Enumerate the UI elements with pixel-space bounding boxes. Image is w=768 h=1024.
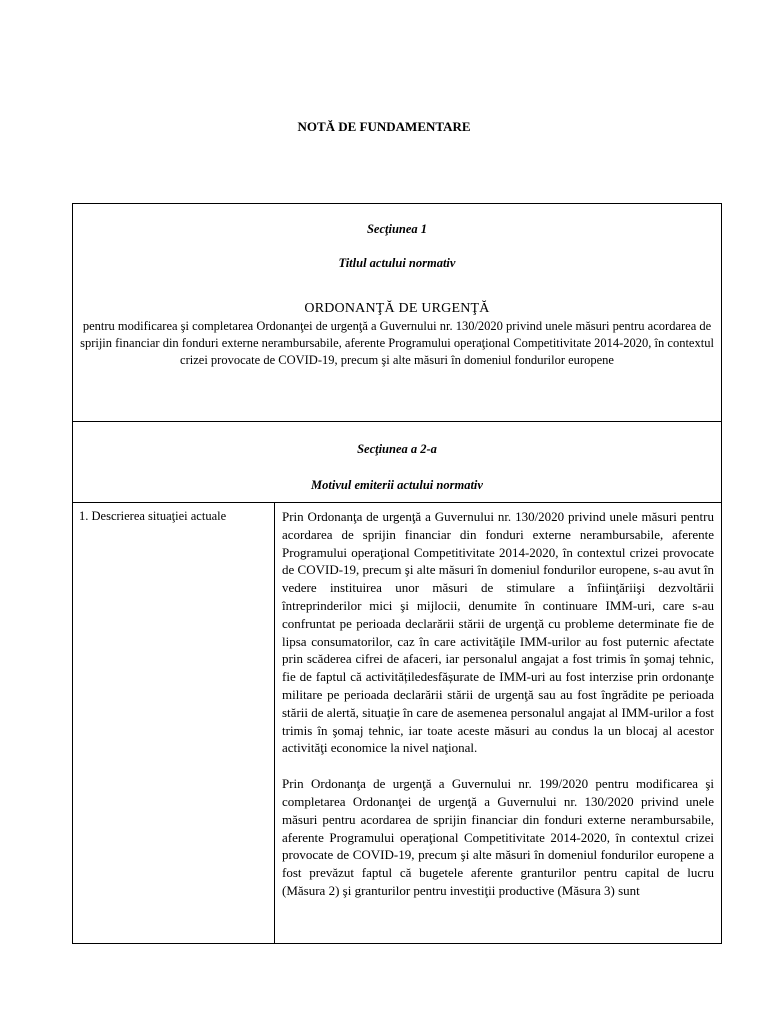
document-title: NOTĂ DE FUNDAMENTARE bbox=[297, 119, 471, 134]
paragraph: Prin Ordonanţa de urgenţă a Guvernului nr. 199/2020 pentru modificarea şi completarea Ordonanţei de urgenţă a Guvernului nr. 130/2020 privind unele măsuri pentru acordarea de sprijin financiar din fonduri externe nerambursabile, aferente Programului operaţional Competitivitate 2014-2020, în contextul crizei provocate de COVID-19, precum şi alte măsuri în domeniul fondurilor europene a fost prevăzut faptul că bugetele aferente granturilor pentru capital de lucru (Măsura 2) şi granturilor pentru investiţii productive (Măsura 3) sunt bbox=[282, 776, 714, 898]
row-content bbox=[275, 503, 721, 943]
table-row bbox=[73, 503, 721, 943]
section-1-subheading: Titlul actului normativ bbox=[338, 256, 456, 270]
section-1 bbox=[73, 204, 721, 422]
fundamentation-table bbox=[72, 203, 722, 944]
section-1-heading: Secţiunea 1 bbox=[366, 222, 428, 236]
paragraph: Prin Ordonanţa de urgenţă a Guvernului nr. 130/2020 privind unele măsuri pentru acordarea de sprijin financiar din fonduri externe nerambursabile, aferente Programului operaţional Competitivitate 2014-2020, în contextul crizei provocate de COVID-19, precum şi alte măsuri în domeniul fondurilor europene, s-au avut în vedere instituirea unor măsuri de stimulare a înfiinţăriişi dezvoltării întreprinderilor mici şi mijlocii, denumite în continuare IMM-uri, care s-au confruntat pe perioada declarării stării de urgenţă cu probleme determinate fie de lipsa consumatorilor, caz în care activităţile IMM-urilor au fost puternic afectate prin scăderea cifrei de afaceri, iar personalul angajat a fost trimis în şomaj tehnic, fie de faptul că activitățiledesfășurate de IMM-uri au fost interzise prin ordonanţe militare pe perioada declarării stării de urgenţă sau au fost îngrădite pe perioada stării de alertă, situaţie în care de asemenea personalul angajat al IMM-urilor a fost trimis în şomaj tehnic, iar toate aceste măsuri au condus la un blocaj al acestor activităţi economice la nivel naţional. bbox=[282, 509, 714, 756]
section-2 bbox=[73, 422, 721, 503]
row-label: 1. Descrierea situaţiei actuale bbox=[73, 503, 275, 943]
section-2-heading: Secţiunea a 2-a bbox=[357, 442, 437, 456]
act-type: ORDONANŢĂ DE URGENŢĂ bbox=[304, 301, 490, 316]
section-2-subheading: Motivul emiterii actului normativ bbox=[311, 478, 483, 492]
act-description: pentru modificarea şi completarea Ordonanţei de urgenţă a Guvernului nr. 130/2020 privind unele măsuri pentru acordarea de sprijin financiar din fonduri externe nerambursabile, aferente Programului operaţional Competitivitate 2014-2020, în contextul crizei provocate de COVID-19, precum şi alte măsuri în domeniul fondurilor europene bbox=[80, 319, 714, 367]
